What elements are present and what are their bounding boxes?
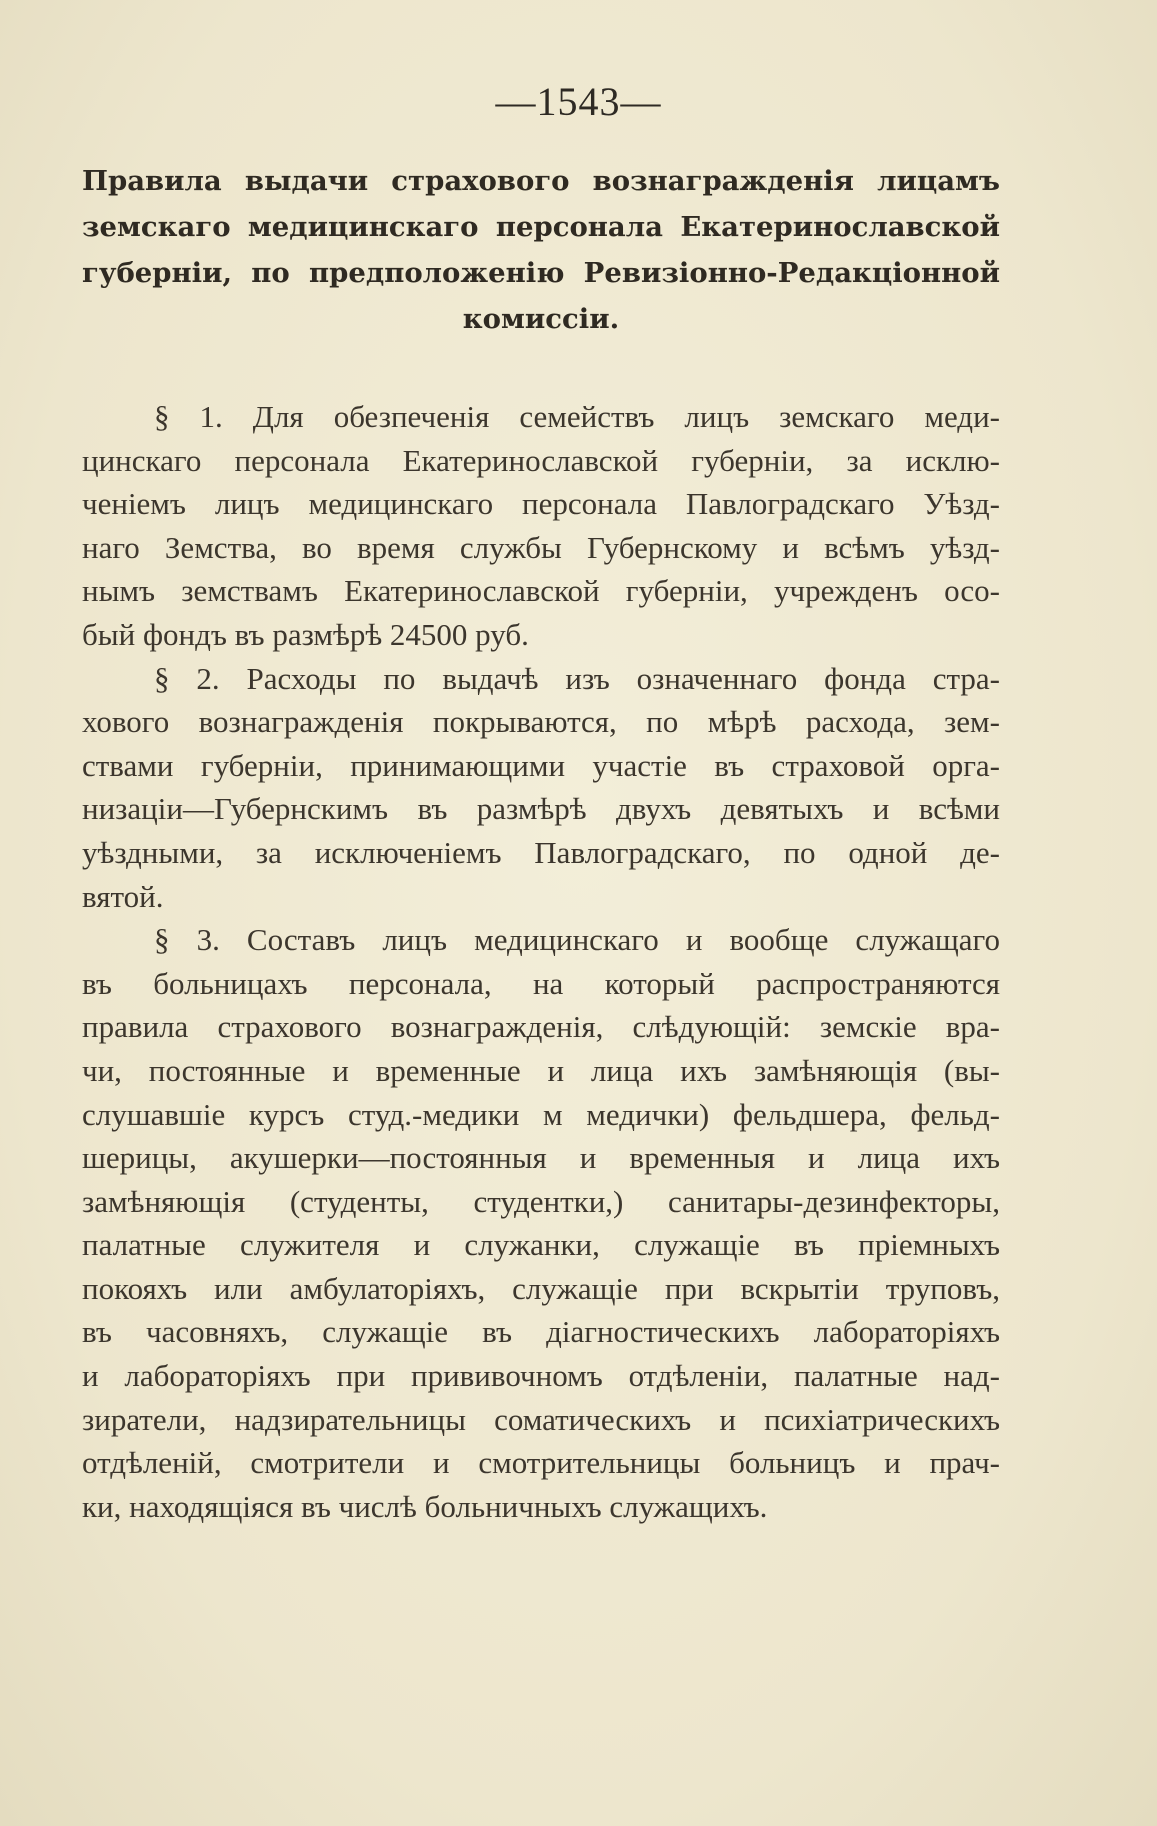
- title-line: земскаго медицинскаго персонала Екатеринославской: [82, 211, 1000, 243]
- page-number: —1543—: [495, 79, 662, 124]
- text-line: слушавшіе курсъ студ.-медики м медички) фельдшера, фельд-: [82, 1096, 1000, 1132]
- text-line: вятой.: [82, 878, 164, 914]
- text-line: и лабораторіяхъ при прививочномъ отдѣленіи, палатные над-: [82, 1358, 1000, 1394]
- text-line: § 1. Для обезпеченія семействъ лицъ земскаго меди-: [154, 399, 1000, 434]
- paragraph-section-1: [82, 395, 1000, 657]
- title-line: Правила выдачи страхового вознагражденія лицамъ: [82, 165, 1000, 197]
- text-line: наго Земства, во время службы Губернскому и всѣмъ уѣзд-: [82, 529, 1000, 565]
- text-line: ки, находящіяся въ числѣ больничныхъ служащихъ.: [82, 1488, 768, 1524]
- text-line: чи, постоянные и временные и лица ихъ замѣняющія (вы-: [82, 1052, 1000, 1088]
- paragraph-section-3: [82, 918, 1000, 1528]
- text-line: палатные служителя и служанки, служащіе въ пріемныхъ: [82, 1227, 1000, 1263]
- text-line: § 3. Составъ лицъ медицинскаго и вообще служащаго: [154, 922, 1000, 958]
- text-line: низаціи—Губернскимъ въ размѣрѣ двухъ девятыхъ и всѣми: [82, 791, 1000, 827]
- paragraph-section-2: [82, 657, 1000, 919]
- text-line: въ больницахъ персонала, на который распространяются: [82, 965, 1000, 1001]
- text-line: шерицы, акушерки—постоянныя и временныя и лица ихъ: [82, 1140, 1000, 1176]
- text-line: уѣздными, за исключеніемъ Павлоградскаго, по одной де-: [82, 834, 1000, 870]
- text-line: бый фондъ въ размѣрѣ 24500 руб.: [82, 616, 529, 652]
- text-line: цинскаго персонала Екатеринославской губерніи, за исклю-: [82, 442, 1000, 478]
- text-line: правила страхового вознагражденія, слѣдующій: земскіе вра-: [82, 1009, 1000, 1045]
- text-line: ствами губерніи, принимающими участіе въ страховой орга-: [82, 747, 1000, 783]
- document-body: [82, 395, 1000, 1528]
- text-line: въ часовняхъ, служащіе въ діагностическихъ лабораторіяхъ: [82, 1314, 1000, 1350]
- text-line: замѣняющія (студенты, студентки,) санитары-дезинфекторы,: [82, 1183, 1000, 1219]
- title-line: губерніи, по предположенію Ревизіонно-Редакціонной: [82, 257, 1000, 289]
- text-line: зиратели, надзирательницы соматическихъ и психіатрическихъ: [82, 1401, 1000, 1437]
- text-line: покояхъ или амбулаторіяхъ, служащіе при вскрытіи труповъ,: [82, 1270, 1000, 1306]
- text-line: хового вознагражденія покрываются, по мѣрѣ расхода, зем-: [82, 704, 1000, 740]
- title-line: комиссіи.: [462, 303, 620, 335]
- text-line: § 2. Расходы по выдачѣ изъ означеннаго фонда стра-: [154, 660, 1000, 696]
- text-line: нымъ земствамъ Екатеринославской губерніи, учрежденъ осо-: [82, 573, 1000, 609]
- text-line: отдѣленій, смотрители и смотрительницы больницъ и прач-: [82, 1445, 1000, 1481]
- document-title: [82, 158, 1000, 342]
- text-line: ченіемъ лицъ медицинскаго персонала Павлоградскаго Уѣзд-: [82, 486, 1000, 522]
